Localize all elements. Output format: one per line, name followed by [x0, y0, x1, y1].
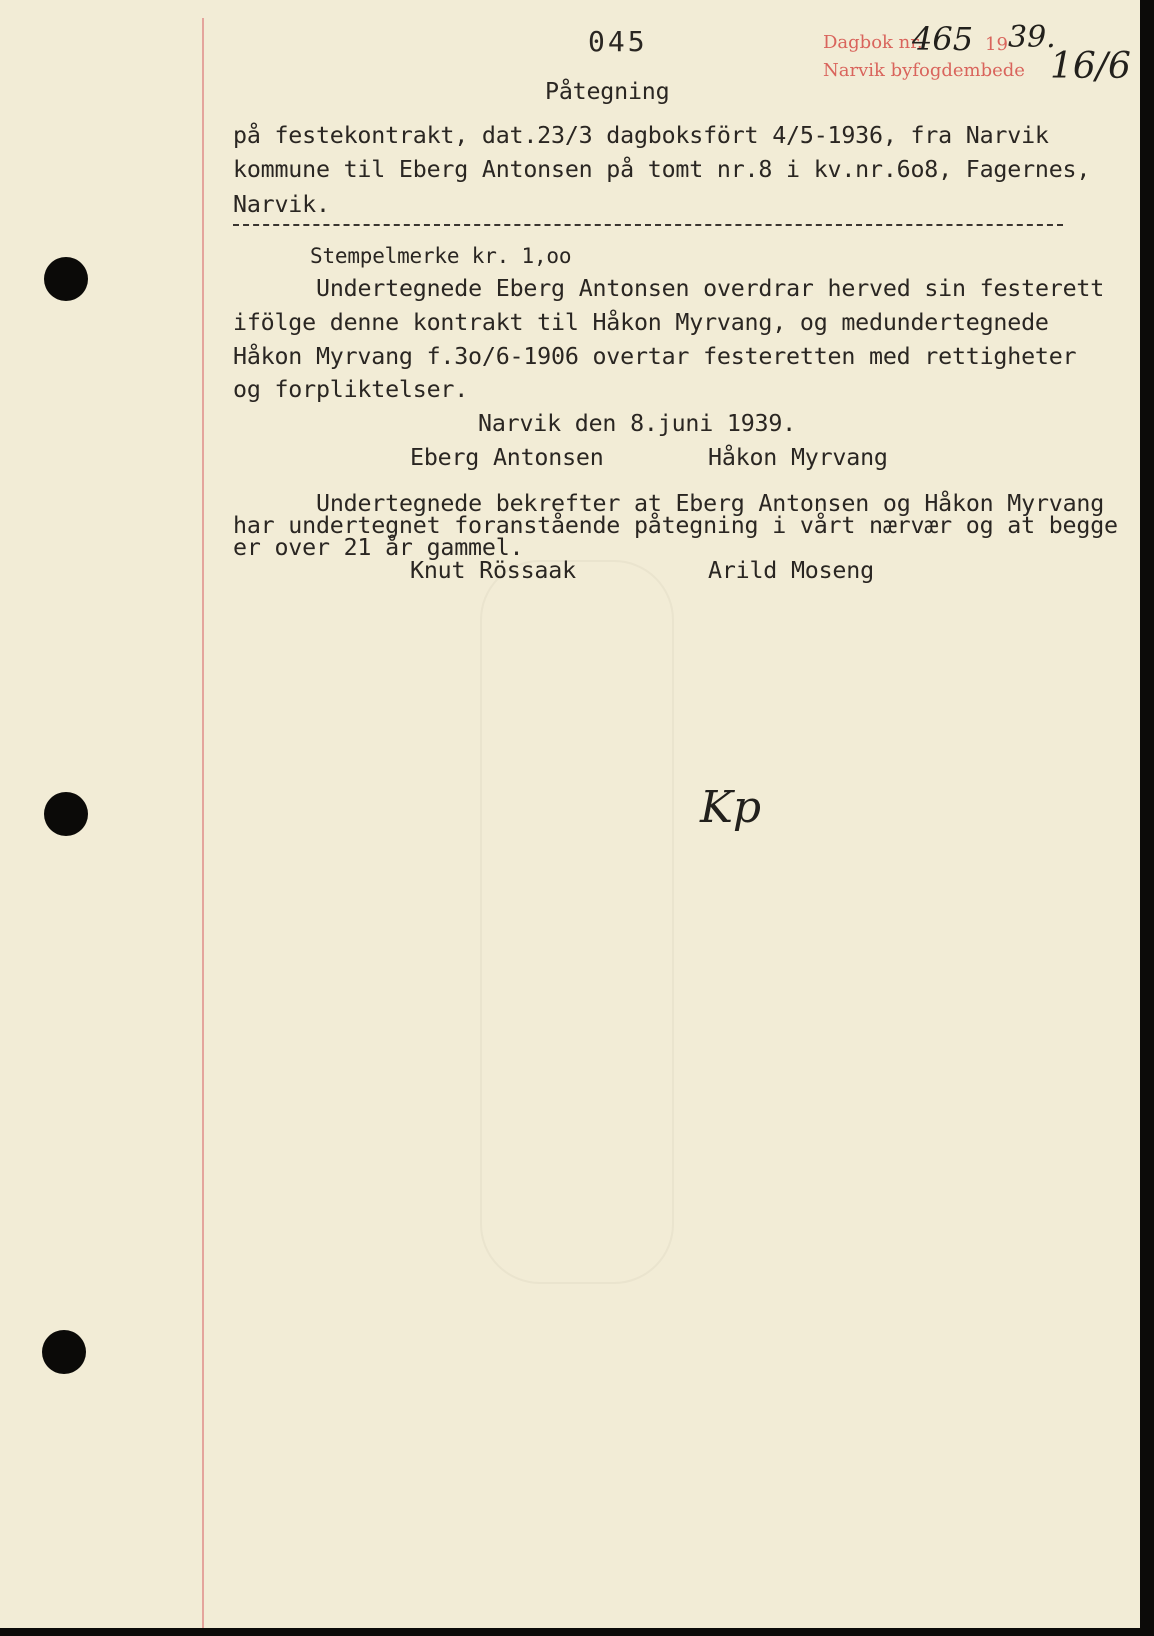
separator-line: [233, 224, 1063, 226]
body-line: ifölge denne kontrakt til Håkon Myrvang, og medundertegnede: [233, 309, 1049, 336]
punch-hole: [44, 257, 88, 301]
stamp-dagbok-label: Dagbok nr.: [823, 32, 923, 53]
body-line: og forpliktelser.: [233, 376, 469, 403]
stamp-year-prefix: 19: [985, 34, 1008, 55]
punch-hole: [44, 792, 88, 836]
stamp-fee: Stempelmerke kr. 1,oo: [310, 244, 572, 268]
header-line: Narvik.: [233, 191, 330, 218]
witness-line: er over 21 år gammel.: [233, 534, 524, 561]
signature-left: Eberg Antonsen: [410, 444, 604, 471]
stamp-date: 16/6: [1050, 46, 1131, 87]
header-line: på festekontrakt, dat.23/3 dagboksfört 4/5-1936, fra Narvik: [233, 122, 1049, 149]
stamp-dagbok-number: 465: [912, 20, 974, 58]
witness-line: har undertegnet foranstående påtegning i vårt nærvær og at begge: [233, 512, 1118, 539]
witness-left: Knut Rössaak: [410, 557, 576, 584]
place-date: Narvik den 8.juni 1939.: [478, 410, 796, 437]
body-line: Undertegnede Eberg Antonsen overdrar herved sin festerett: [316, 275, 1105, 302]
witness-line: Undertegnede bekrefter at Eberg Antonsen og Håkon Myrvang: [316, 490, 1105, 517]
watermark-shape: [480, 560, 674, 1284]
header-line: kommune til Eberg Antonsen på tomt nr.8 i kv.nr.6o8, Fagernes,: [233, 156, 1091, 183]
margin-rule: [202, 18, 204, 1628]
signature-right: Håkon Myrvang: [708, 444, 888, 471]
witness-right: Arild Moseng: [708, 557, 874, 584]
punch-hole: [42, 1330, 86, 1374]
stamp-office: Narvik byfogdembede: [823, 60, 1025, 81]
handwritten-initials: Kp: [700, 782, 762, 833]
body-line: Håkon Myrvang f.3o/6-1906 overtar festeretten med rettigheter: [233, 343, 1077, 370]
stamp-year-suffix: 39.: [1008, 20, 1056, 55]
document-title: Påtegning: [545, 78, 670, 105]
page-number: 045: [588, 25, 648, 58]
